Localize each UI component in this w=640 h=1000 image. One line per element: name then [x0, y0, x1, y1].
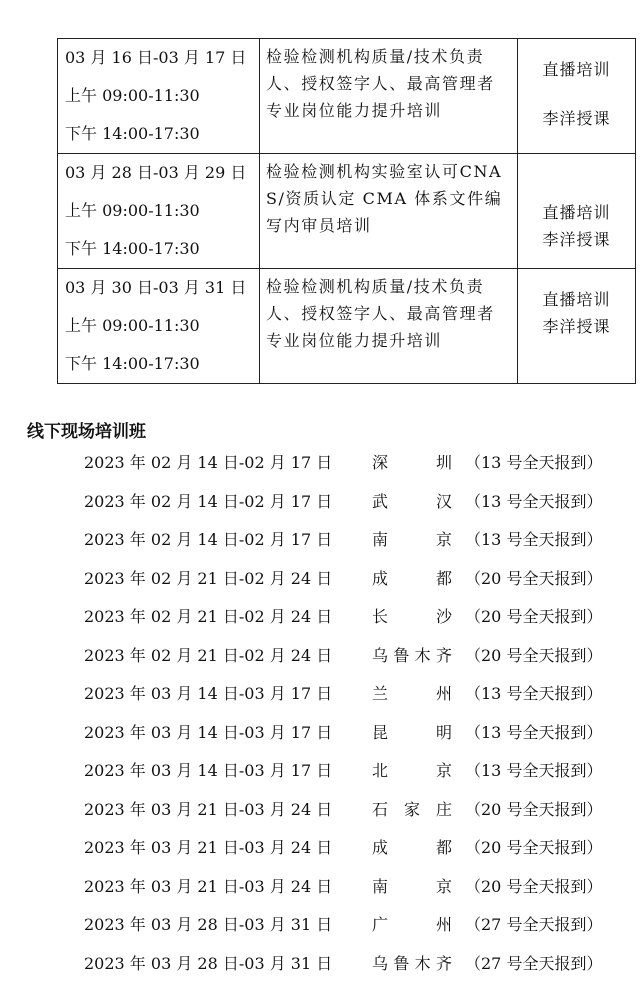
session-date: 03 月 30 日-03 月 31 日 — [65, 278, 247, 297]
offline-checkin-note: （13 号全天报到） — [465, 761, 603, 780]
offline-city: 石家庄 — [372, 799, 452, 819]
offline-checkin-note: （27 号全天报到） — [465, 953, 603, 973]
offline-date: 2023 年 03 月 14 日-03 月 17 日 — [84, 722, 333, 742]
offline-date: 2023 年 02 月 21 日-02 月 24 日 — [84, 645, 333, 665]
offline-row — [0, 868, 640, 907]
offline-city: 乌鲁木齐 — [372, 645, 452, 665]
offline-row — [0, 714, 640, 753]
offline-date: 2023 年 03 月 14 日-03 月 17 日 — [84, 761, 333, 780]
session-mode-cell — [518, 269, 636, 384]
session-date: 03 月 28 日-03 月 29 日 — [65, 163, 247, 182]
session-time-cell — [58, 39, 260, 154]
session-course-title: 检验检测机构质量/技术负责人、授权签字人、最高管理者专业岗位能力提升培训 — [266, 277, 495, 350]
session-mode-cell — [518, 39, 636, 154]
offline-row — [0, 560, 640, 599]
offline-date: 2023 年 02 月 21 日-02 月 24 日 — [84, 568, 333, 588]
offline-row — [0, 945, 640, 984]
offline-row — [0, 598, 640, 637]
offline-date: 2023 年 03 月 28 日-03 月 31 日 — [84, 953, 333, 973]
session-teacher: 李洋授课 — [542, 317, 611, 336]
offline-city: 北京 — [372, 761, 452, 780]
offline-city: 乌鲁木齐 — [372, 953, 452, 973]
session-afternoon-time: 下午 14:00-17:30 — [65, 124, 200, 143]
offline-row — [0, 829, 640, 868]
session-time-cell — [58, 269, 260, 384]
online-session-row — [58, 154, 636, 269]
offline-city: 南京 — [372, 530, 452, 549]
session-course-title: 检验检测机构实验室认可CNAS/资质认定 CMA 体系文件编写内审员培训 — [266, 162, 503, 235]
offline-date: 2023 年 03 月 14 日-03 月 17 日 — [84, 684, 333, 703]
offline-city: 成都 — [372, 838, 452, 857]
offline-row — [0, 521, 640, 560]
session-course-cell — [260, 154, 518, 269]
offline-row — [0, 483, 640, 522]
offline-checkin-note: （20 号全天报到） — [465, 838, 603, 857]
offline-checkin-note: （13 号全天报到） — [465, 684, 603, 703]
offline-city: 武汉 — [372, 491, 452, 511]
session-mode: 直播培训 — [542, 60, 611, 79]
offline-schedule-list — [0, 444, 640, 983]
session-course-cell — [260, 269, 518, 384]
session-morning-time: 上午 09:00-11:30 — [65, 86, 200, 105]
online-schedule-table — [57, 38, 636, 384]
offline-checkin-note: （13 号全天报到） — [465, 453, 603, 472]
session-teacher: 李洋授课 — [542, 230, 611, 249]
session-course-title: 检验检测机构质量/技术负责人、授权签字人、最高管理者专业岗位能力提升培训 — [266, 47, 495, 120]
session-teacher: 李洋授课 — [542, 109, 611, 128]
session-morning-time: 上午 09:00-11:30 — [65, 201, 200, 220]
offline-city: 兰州 — [372, 684, 452, 703]
offline-checkin-note: （20 号全天报到） — [465, 607, 603, 626]
offline-checkin-note: （13 号全天报到） — [465, 530, 603, 549]
offline-city: 昆明 — [372, 722, 452, 742]
offline-city: 长沙 — [372, 607, 452, 626]
offline-date: 2023 年 03 月 21 日-03 月 24 日 — [84, 876, 333, 896]
session-date: 03 月 16 日-03 月 17 日 — [65, 48, 247, 67]
offline-row — [0, 752, 640, 791]
offline-row — [0, 791, 640, 830]
offline-date: 2023 年 02 月 14 日-02 月 17 日 — [84, 453, 333, 472]
session-afternoon-time: 下午 14:00-17:30 — [65, 239, 200, 258]
session-mode-cell — [518, 154, 636, 269]
offline-checkin-note: （27 号全天报到） — [465, 915, 603, 934]
offline-checkin-note: （20 号全天报到） — [465, 645, 603, 665]
offline-row — [0, 675, 640, 714]
offline-row — [0, 906, 640, 945]
offline-city: 成都 — [372, 568, 452, 588]
offline-checkin-note: （13 号全天报到） — [465, 722, 603, 742]
offline-section-title: 线下现场培训班 — [27, 422, 146, 442]
session-mode: 直播培训 — [542, 203, 611, 222]
offline-date: 2023 年 03 月 21 日-03 月 24 日 — [84, 838, 333, 857]
offline-checkin-note: （20 号全天报到） — [465, 876, 603, 896]
session-mode: 直播培训 — [542, 290, 611, 309]
offline-city: 深圳 — [372, 453, 452, 472]
offline-date: 2023 年 03 月 28 日-03 月 31 日 — [84, 915, 333, 934]
online-session-row — [58, 39, 636, 154]
session-course-cell — [260, 39, 518, 154]
offline-city: 南京 — [372, 876, 452, 896]
offline-date: 2023 年 02 月 14 日-02 月 17 日 — [84, 530, 333, 549]
online-session-row — [58, 269, 636, 384]
offline-checkin-note: （20 号全天报到） — [465, 799, 603, 819]
offline-date: 2023 年 02 月 21 日-02 月 24 日 — [84, 607, 333, 626]
offline-checkin-note: （20 号全天报到） — [465, 568, 603, 588]
offline-date: 2023 年 03 月 21 日-03 月 24 日 — [84, 799, 333, 819]
session-time-cell — [58, 154, 260, 269]
offline-row — [0, 444, 640, 483]
offline-checkin-note: （13 号全天报到） — [465, 491, 603, 511]
session-afternoon-time: 下午 14:00-17:30 — [65, 354, 200, 373]
offline-row — [0, 637, 640, 676]
offline-city: 广州 — [372, 915, 452, 934]
offline-date: 2023 年 02 月 14 日-02 月 17 日 — [84, 491, 333, 511]
session-morning-time: 上午 09:00-11:30 — [65, 316, 200, 335]
